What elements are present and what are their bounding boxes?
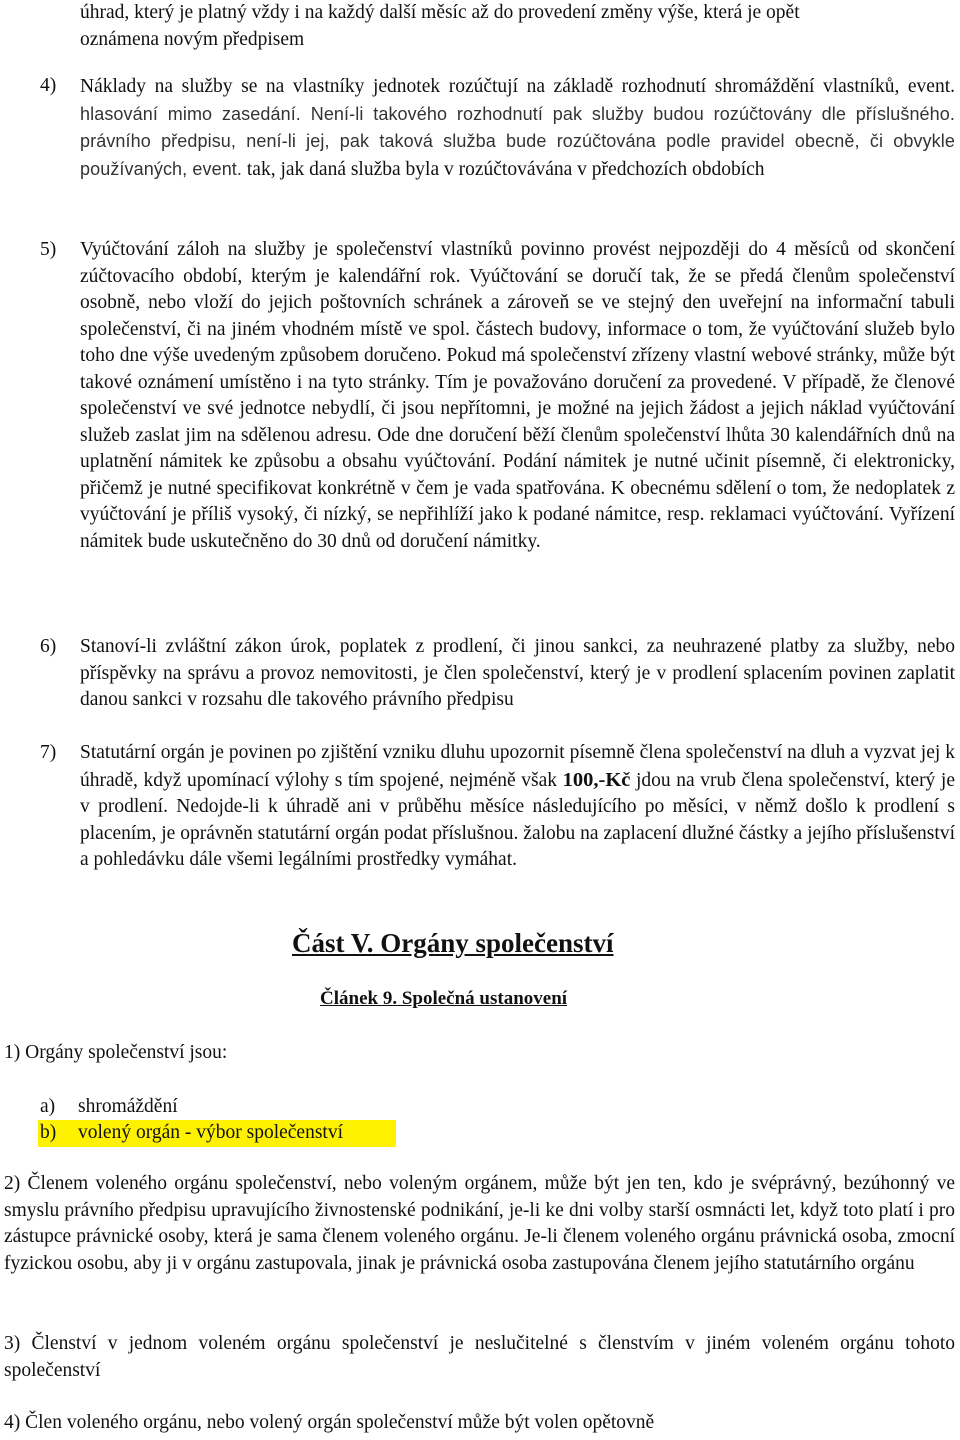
item-6-number: 6) <box>40 636 57 657</box>
organ-b-letter: b) <box>40 1122 57 1143</box>
paragraph-4: 4) Člen voleného orgánu, nebo volený orgán společenství může být volen opětovně <box>4 1412 655 1433</box>
organ-item-a <box>40 1094 178 1121</box>
item-7-number: 7) <box>40 742 57 763</box>
item-4-text-a: Náklady na služby se na vlastníky jednotek rozúčtují na základě rozhodnutí shromáždění vlastníků, event. <box>80 76 955 97</box>
organ-b-text: volený orgán - výbor společenství <box>78 1122 344 1143</box>
part-heading: Část V. Orgány společenství <box>292 928 614 958</box>
item-7-text-a: Statutární orgán je povinen po zjištění vzniku dluhu upozornit písemně člena společenství na dluh a vyzvat jej k úhradě, když upomínací výlohy s tím spojené, nejméně však <box>80 742 955 791</box>
organ-item-b <box>38 1120 396 1147</box>
organ-a-letter: a) <box>40 1096 56 1117</box>
item-4-text-c: tak, jak daná služba byla v rozúčtovávána v předchozích obdobích <box>242 158 765 180</box>
item-7-text <box>80 740 955 874</box>
intro-line-2: oznámena novým předpisem <box>80 28 305 50</box>
paragraph-2: 2) Členem voleného orgánu společenství, nebo voleným orgánem, může být jen ten, kdo je svéprávný, bezúhonný ve smyslu právního předpisu upravujícího živnostenské podnikání, je-li ke dni volby starší osmnácti let, když toto platí i pro zástupce právnické osoby, která je sama členem voleného orgánu. Je-li členem voleného orgánu právnická osoba, zmocní fyzickou osobu, aby ji v orgánu zastupovala, jinak je právnická osoba zastupována členem jejího statutárního orgánu <box>4 1173 955 1274</box>
item-6-text: Stanoví-li zvláštní zákon úrok, poplatek z prodlení, či jinou sankci, za neuhrazené platby za služby, nebo příspěvky na správu a provoz nemovitosti, je člen společenství, který je v prodlení splacením povinen zaplatit danou sankci v rozsahu dle takového právního předpisu <box>80 636 955 710</box>
item-4-number: 4) <box>40 75 57 96</box>
item-5-text: Vyúčtování záloh na služby je společenství vlastníků povinno provést nejpozději do 4 měsíců od skončení zúčtovacího období, kterým je kalendářní rok. Vyúčtování se doručí tak, že se předá členům společenství osobně, nebo vloží do jejich poštovních schránek a zároveň se ve stejný den uveřejní na informační tabuli společenství, či na jiném vhodném místě ve spol. částech budovy, informace o tom, že vyúčtování služeb bylo toho dne výše uvedeným způsobem doručeno. Pokud má společenství zřízeny vlastní webové stránky, může být takové oznámení umístěno i na tyto stránky. Tím je považováno doručení za provedené. V případě, že členové společenství ve své jednotce nebydlí, či jsou nepřítomni, je možné na jejich žádost a jejich náklad vyúčtování služeb zaslat jim na sdělenou adresu. Ode dne doručení běží členům společenství lhůta 30 kalendářních dnů na uplatnění námitek ke způsobu a obsahu vyúčtování. Podání námitek je nutné učinit písemně, či elektronicky, přičemž je nutné specifikovat konkrétně v čem je vada spatřována. K obecnému sdělení o tom, že nedoplatek z vyúčtování je příliš vysoký, či nízký, se nepřihlíží jako k podané námitce, resp. reklamaci vyúčtování. Vyřízení námitek bude uskutečněno do 30 dnů od doručení námitky. <box>80 239 955 552</box>
item-7-text-b: jdou na vrub člena společenství, který je v prodlení. Nedojde-li k úhradě ani v průběhu měsíce následujícího po měsíci, v němž došlo k prodlení s placením, je oprávněn statutární orgán podat příslušnou. žalobu na zaplacení dlužné částky a jejího příslušenství a pohledávku dále všemi legálními prostředky vymáhat. <box>80 769 955 870</box>
organ-a-text: shromáždění <box>78 1096 178 1117</box>
item-5-number: 5) <box>40 239 57 260</box>
item-4-text-b: hlasování mimo zasedání. Není-li takového rozhodnutí pak služby budou rozúčtovány dle příslušného. právního předpisu, není-li jej, pak taková služba bude rozúčtována podle pravidel obecně, či obvykle používaných, event. <box>80 103 955 179</box>
intro-line-1: úhrad, který je platný vždy i na každý další měsíc až do provedení změny výše, která je opět <box>80 2 800 23</box>
item-7-amount: 100,-Kč <box>562 768 631 791</box>
intro-paragraph <box>80 0 950 53</box>
article-heading: Článek 9. Společná ustanovení <box>320 988 568 1009</box>
item-4-text <box>80 73 955 183</box>
organs-intro: 1) Orgány společenství jsou: <box>4 1042 228 1063</box>
paragraph-3: 3) Členství v jednom voleném orgánu společenství je neslučitelné s členstvím v jiném voleném orgánu tohoto společenství <box>4 1333 955 1381</box>
